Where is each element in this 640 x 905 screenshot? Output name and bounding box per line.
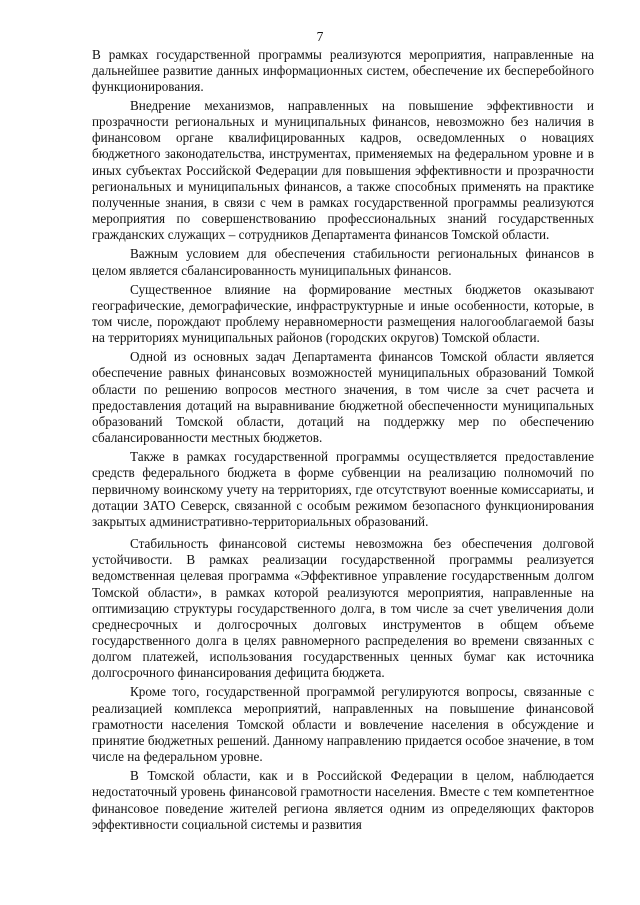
paragraph-department-tasks: Одной из основных задач Департамента финансов Томской области является обеспечение равных финансовых возможностей муниципальных образований Томкой области по решению вопросов местного значения, в том числе за счет расчета и предоставления дотаций на выравнивание бюджетной обеспеченности муниципальных образований Томской области, дотаций на поддержку мер по обеспечению сбалансированности местных бюджетов. [92, 349, 594, 446]
paragraph-information-systems: В рамках государственной программы реализуются мероприятия, направленные на дальнейшее развитие данных информационных систем, обеспечение их бесперебойного функционирования. [92, 46, 594, 94]
paragraph-literacy-level: В Томской области, как и в Российской Федерации в целом, наблюдается недостаточный уровень финансовой грамотности населения. Вместе с тем компетентное финансовое поведение жителей региона является одним из определяющих факторов эффективности социальной системы и развития [92, 768, 594, 832]
page-number: 7 [316, 29, 324, 44]
paragraph-federal-subvention: Также в рамках государственной программы осуществляется предоставление средств федерального бюджета в форме субвенции на реализацию полномочий по первичному воинскому учету на территориях, где отсутствуют военные комиссариаты, и дотации ЗАТО Северск, связанной с особым режимом безопасного функционирования закрытых административно-территориальных образований. [92, 449, 594, 529]
paragraph-debt-stability: Стабильность финансовой системы невозможна без обеспечения долговой устойчивости. В рамках реализации государственной программы реализуется ведомственная целевая программа «Эффективное управление государственным долгом Томской области», в рамках которой реализуются мероприятия, направленные на оптимизацию структуры государственного долга, в том числе за счет увеличения доли среднесрочных и долгосрочных долговых инструментов в общем объеме государственного долга в целях равномерного распределения во времени связанных с долгом платежей, использования государственных ценных бумаг как источника долгосрочного финансирования дефицита бюджета. [92, 536, 594, 681]
paragraph-personnel-training: Внедрение механизмов, направленных на повышение эффективности и прозрачности региональных и муниципальных финансов, невозможно без наличия в финансовом органе квалифицированных кадров, осведомленных о новациях бюджетного законодательства, инструментах, применяемых на федеральном уровне и в иных субъектах Российской Федерации для повышения эффективности и прозрачности региональных и муниципальных финансов, а также способных применять на практике полученные знания, в связи с чем в рамках государственной программы реализуются мероприятия по совершенствованию профессиональных знаний государственных гражданских служащих – сотрудников Департамента финансов Томской области. [92, 97, 594, 243]
document-body [92, 47, 594, 833]
paragraph-financial-literacy: Кроме того, государственной программой регулируются вопросы, связанные с реализацией комплекса мероприятий, направленных на повышение финансовой грамотности населения Томской области и вовлечение населения в обсуждение и принятие бюджетных решений. Данному направлению придается особое значение, в том числе на федеральном уровне. [92, 684, 594, 765]
paragraph-municipal-balance: Важным условием для обеспечения стабильности региональных финансов в целом является сбалансированность муниципальных финансов. [92, 246, 594, 278]
paragraph-local-budgets: Существенное влияние на формирование местных бюджетов оказывают географические, демографические, инфраструктурные и иные особенности, которые, в том числе, порождают проблему неравномерности размещения налогооблагаемой базы на территориях муниципальных районов (городских округов) Томской области. [92, 281, 594, 346]
